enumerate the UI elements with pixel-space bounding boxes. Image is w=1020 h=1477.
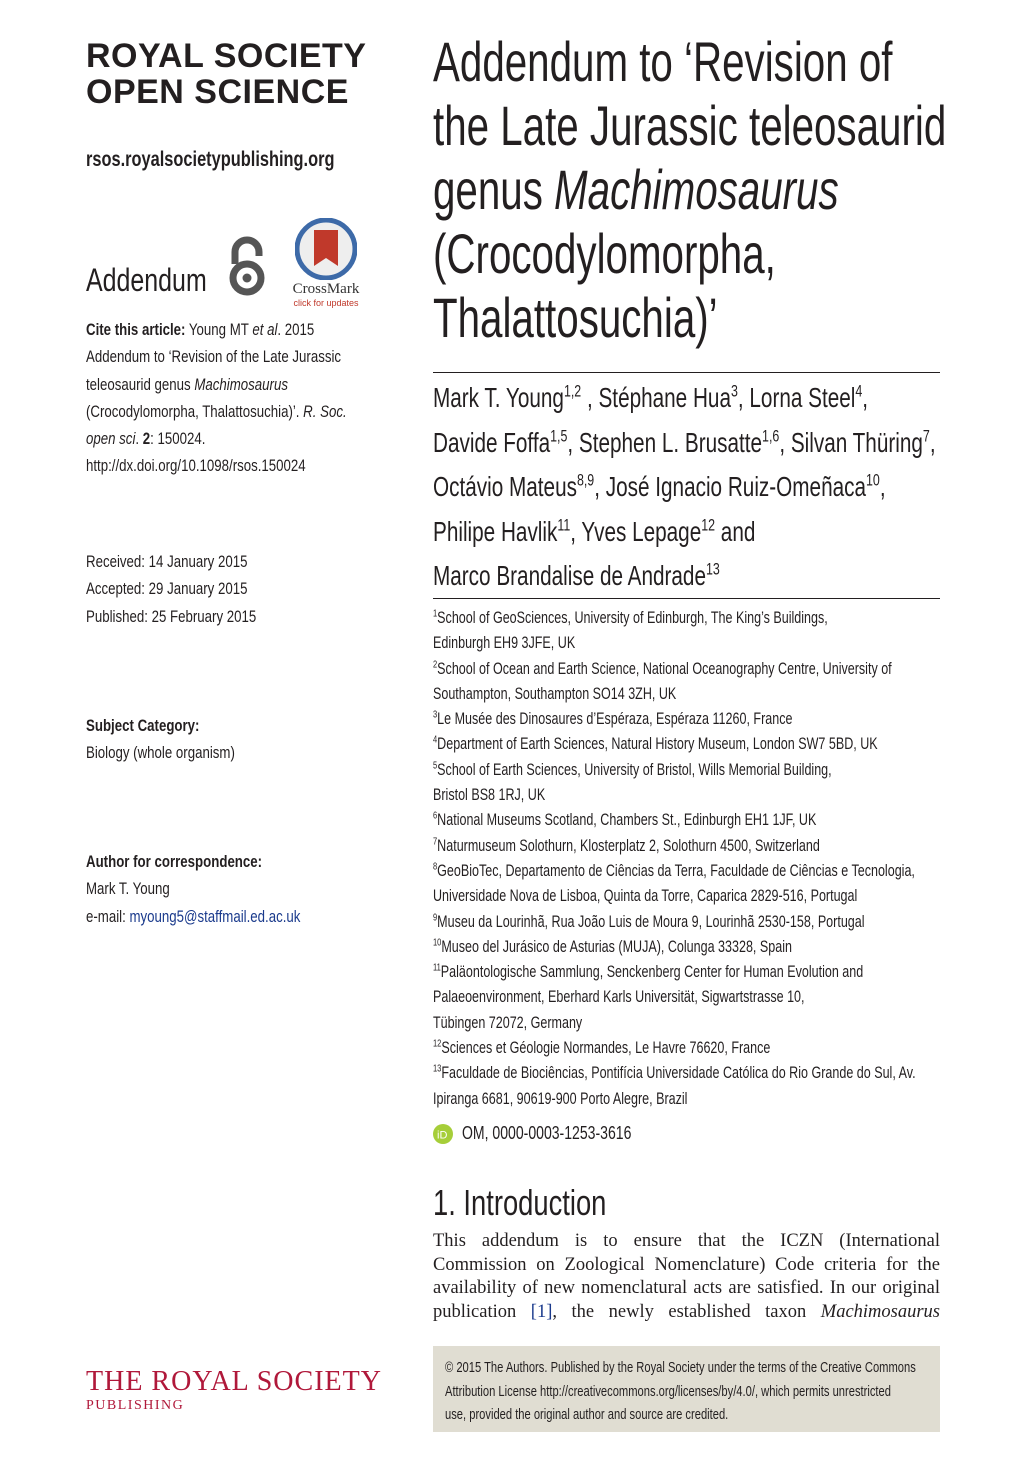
author-name: , Yves Lepage (570, 515, 702, 547)
subject-category: Subject Category: Biology (whole organism) (86, 716, 235, 763)
open-access-icon (226, 236, 268, 296)
affiliation (433, 1011, 916, 1036)
affiliation (433, 1061, 916, 1086)
svg-text:iD: iD (437, 1129, 448, 1141)
intro-paragraph: This addendum is to ensure that the ICZN (International Commission on Zoological Nomenclature) Code criteria for the availability of new nomenclatural acts are satisfied. In our original publication [1], the newly established taxon Machimosaurus (433, 1231, 941, 1322)
affiliation (433, 1087, 916, 1112)
affiliation-number: 7 (433, 836, 438, 848)
affiliation-number: 10 (433, 937, 442, 949)
affiliation (433, 707, 916, 732)
affiliation-ref: 1,2 (563, 381, 582, 401)
author-line (433, 421, 936, 466)
affiliation-number: 4 (433, 734, 438, 746)
author-name: Mark T. Young (433, 382, 564, 413)
affiliation-number: 6 (433, 810, 438, 822)
doi-link[interactable]: http://dx.doi.org/10.1098/rsos.150024 (86, 456, 306, 476)
affiliation-text: Edinburgh EH9 3JFE, UK (433, 634, 576, 653)
affiliation-text: School of GeoSciences, University of Edinburgh, The King’s Buildings, (437, 609, 828, 627)
reference-link[interactable]: [1] (530, 1301, 553, 1322)
author-name: Philipe Havlik (433, 515, 558, 547)
affiliation-number: 2 (433, 659, 438, 671)
affiliation-ref: 3 (730, 381, 738, 401)
affiliation-ref: 1,6 (762, 426, 780, 446)
author-name: , (929, 426, 936, 458)
affiliation-number: 11 (433, 962, 441, 974)
affiliation-text: Le Musée des Dinosaures d’Espéraza, Espéraza 11260, France (437, 710, 793, 729)
author-name: , (879, 471, 886, 503)
journal-logo: ROYAL SOCIETY OPEN SCIENCE (86, 37, 367, 111)
publisher-logo: THE ROYAL SOCIETY PUBLISHING (86, 1366, 382, 1413)
affiliation-ref: 13 (705, 560, 720, 580)
author-name: , (862, 382, 869, 413)
license-box: © 2015 The Authors. Published by the Royal Society under the terms of the Creative Commons Attribution License http://creativecommons.org/licenses/by/4.0/, which permits unrestricted use, provided the original author and source are credited. (433, 1346, 940, 1432)
affiliation (433, 1036, 916, 1061)
orcid-line: iD OM, 0000-0003-1253-3616 (433, 1123, 679, 1144)
affiliation (433, 910, 916, 935)
affiliation (433, 657, 916, 682)
affiliation (433, 960, 916, 985)
author-name: and (715, 515, 756, 547)
correspondence: Author for correspondence: Mark T. Young e-mail: myoung5@staffmail.ed.ac.uk (86, 852, 301, 926)
affiliation-text: School of Earth Sciences, University of Bristol, Wills Memorial Building, (437, 760, 832, 779)
affiliation-number: 12 (433, 1038, 442, 1050)
affiliation-number: 1 (433, 608, 438, 620)
author-name: , Stephen L. Brusatte (567, 426, 763, 458)
affiliation-ref: 10 (866, 470, 880, 490)
author-line (433, 376, 936, 421)
affiliation-text: GeoBioTec, Departamento de Ciências da Terra, Faculdade de Ciências e Tecnologia, (437, 861, 915, 880)
affiliation-number: 3 (433, 709, 438, 721)
author-list (433, 376, 936, 599)
affiliation-text: Tübingen 72072, Germany (433, 1013, 583, 1032)
author-name: , José Ignacio Ruiz-Omeñaca (594, 471, 867, 503)
affiliation-text: Paläontologische Sammlung, Senckenberg Center for Human Evolution and (440, 963, 864, 982)
affiliation-ref: 4 (855, 381, 863, 401)
author-name: , Silvan Thüring (779, 426, 923, 458)
affiliation (433, 985, 916, 1010)
affiliation (433, 732, 916, 757)
affiliation-text: Naturmuseum Solothurn, Klosterplatz 2, Solothurn 4500, Switzerland (437, 836, 820, 855)
affiliation-ref: 11 (557, 515, 571, 535)
affiliation-text: Palaeoenvironment, Eberhard Karls Universität, Sigwartstrasse 10, (433, 988, 805, 1007)
affiliation (433, 682, 916, 707)
affiliation-text: Universidade Nova de Lisboa, Quinta da Torre, Caparica 2829-516, Portugal (433, 887, 858, 906)
affiliation-number: 8 (433, 861, 438, 873)
affiliation (433, 859, 916, 884)
affiliation (433, 783, 916, 808)
affiliations (433, 606, 916, 1112)
affiliation-text: Bristol BS8 1RJ, UK (433, 786, 546, 805)
divider (433, 372, 940, 373)
author-line (433, 554, 936, 599)
affiliation-text: Sciences et Géologie Normandes, Le Havre 76620, France (441, 1039, 771, 1058)
affiliation-number: 13 (433, 1063, 442, 1075)
affiliation-text: Southampton, Southampton SO14 3ZH, UK (433, 684, 677, 703)
email-link[interactable]: myoung5@staffmail.ed.ac.uk (129, 906, 301, 926)
author-name: , Stéphane Hua (581, 382, 731, 413)
affiliation (433, 808, 916, 833)
section-heading: 1. Introduction (433, 1182, 607, 1223)
crossmark-button[interactable]: CrossMark click for updates (286, 218, 366, 308)
affiliation-text: National Museums Scotland, Chambers St., Edinburgh EH1 1JF, UK (437, 811, 817, 830)
affiliation (433, 631, 916, 656)
affiliation-text: Ipiranga 6681, 90619-900 Porto Alegre, Brazil (433, 1089, 688, 1108)
affiliation (433, 935, 916, 960)
affiliation (433, 884, 916, 909)
affiliation (433, 606, 916, 631)
affiliation-text: School of Ocean and Earth Science, National Oceanography Centre, University of (437, 659, 892, 678)
affiliation-text: Museo del Jurásico de Asturias (MUJA), Colunga 33328, Spain (441, 937, 792, 956)
crossmark-icon (295, 218, 357, 280)
citation: Cite this article: Young MT et al. 2015 Addendum to ‘Revision of the Late Jurassic teleosaurid genus Machimosaurus (Crocodylomorpha, Thalattosuchia)’. R. Soc. open sci. 2: 150024. http://dx.doi.org/10.1098/rsos.150024 (86, 316, 347, 480)
affiliation-text: Faculdade de Biociências, Pontifícia Universidade Católica do Rio Grande do Sul, Av. (441, 1064, 916, 1083)
affiliation-ref: 7 (922, 426, 930, 446)
author-line (433, 510, 936, 555)
divider (433, 598, 940, 599)
dates: Received: 14 January 2015 Accepted: 29 January 2015 Published: 25 February 2015 (86, 552, 257, 626)
author-line (433, 465, 936, 510)
orcid-icon[interactable] (433, 1124, 453, 1144)
journal-site-link[interactable]: rsos.royalsocietypublishing.org (86, 148, 335, 171)
author-name: Davide Foffa (433, 426, 551, 458)
affiliation (433, 758, 916, 783)
affiliation-text: Department of Earth Sciences, Natural History Museum, London SW7 5BD, UK (437, 735, 878, 754)
author-name: Marco Brandalise de Andrade (433, 560, 706, 592)
affiliation-ref: 8,9 (576, 470, 595, 490)
author-name: , Lorna Steel (737, 382, 856, 413)
article-title: Addendum to ‘Revision of the Late Jurassic teleosaurid genus Machimosaurus (Crocodylomorpha, Thalattosuchia)’ (433, 30, 947, 349)
affiliation-ref: 1,5 (550, 426, 568, 446)
affiliation (433, 834, 916, 859)
article-type: Addendum (86, 262, 207, 298)
affiliation-text: Museu da Lourinhã, Rua João Luis de Moura 9, Lourinhã 2530-158, Portugal (437, 912, 865, 931)
author-name: Octávio Mateus (433, 471, 577, 503)
affiliation-number: 9 (433, 912, 438, 924)
affiliation-number: 5 (433, 760, 438, 772)
affiliation-ref: 12 (701, 515, 716, 535)
